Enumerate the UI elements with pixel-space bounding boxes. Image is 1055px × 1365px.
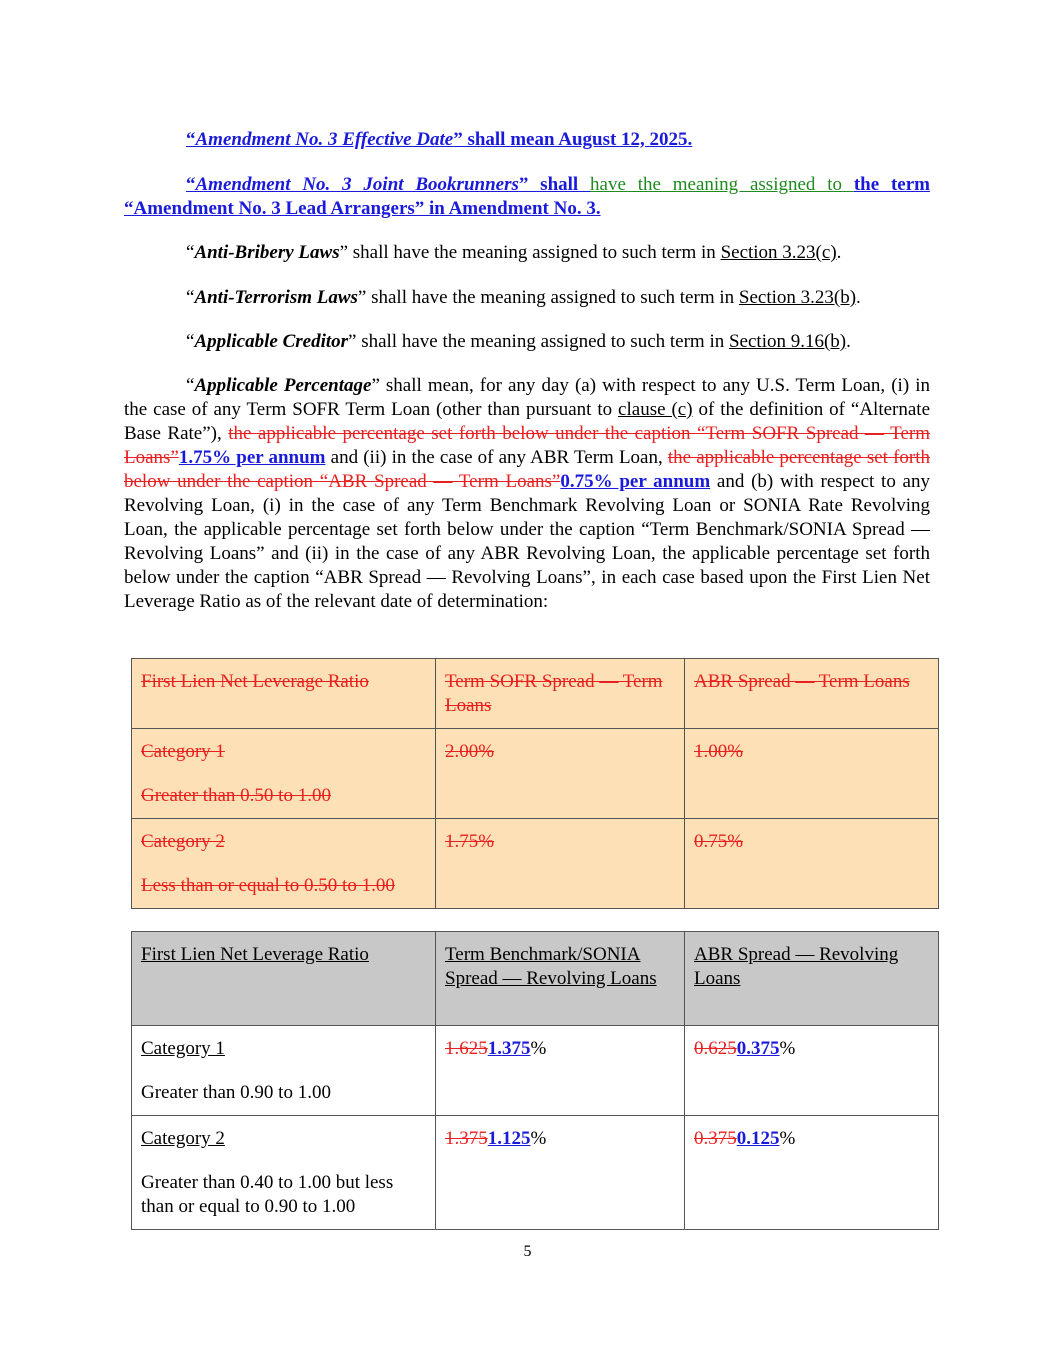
category-description: Less than or equal to 0.50 to 1.00 <box>141 875 395 896</box>
deleted-text: the applicable percentage set forth below under the caption “ABR Spread — Term Loans” <box>124 447 931 492</box>
new-spread-value: 0.375 <box>736 1038 780 1059</box>
definition-applicable-percentage: “Applicable Percentage” shall mean, for any day (a) with respect to any U.S. Term Loan, (i) in the case of any Term SOFR Term Loan (other than pursuant to clause (c) of the definition of “Alternate Base Rate”), the applicable percentage set forth below under the caption “Term SOFR Spread — Term Loans”1.75% per annum and (ii) in the case of any ABR Term Loan, the applicable percentage set forth below under the caption “ABR Spread — Term Loans”0.75% per annum and (b) with respect to any Revolving Loan, (i) in the case of any Term Benchmark Revolving Loan or SONIA Rate Revolving Loan, the applicable percentage set forth below under the caption “Term Benchmark/SONIA Spread — Revolving Loans” and (ii) in the case of any ABR Revolving Loan, the applicable percentage set forth below under the caption “ABR Spread — Revolving Loans”, in each case based upon the First Lien Net Leverage Ratio as of the relevant date of determination: <box>124 375 931 612</box>
category-label: Category 2 <box>141 1128 225 1149</box>
old-spread-value: 1.625 <box>445 1038 488 1059</box>
category-description: Greater than 0.50 to 1.00 <box>141 785 331 806</box>
term-loan-spread-table <box>131 658 939 909</box>
page-number: 5 <box>523 1243 532 1260</box>
section-reference: Section 9.16(b) <box>728 331 847 352</box>
column-header: First Lien Net Leverage Ratio <box>141 944 369 965</box>
section-reference: Section 3.23(b) <box>738 287 857 308</box>
defined-term: Anti-Terrorism Laws <box>194 287 358 308</box>
section-reference: Section 3.23(c) <box>720 242 837 263</box>
column-header: ABR Spread — Term Loans <box>694 671 910 692</box>
column-header: ABR Spread — Revolving Loans <box>694 944 899 989</box>
column-header: Term SOFR Spread — Term Loans <box>445 671 663 716</box>
defined-term: Anti-Bribery Laws <box>194 242 340 263</box>
spread-value: 2.00% <box>445 741 495 762</box>
old-spread-value: 0.625 <box>694 1038 737 1059</box>
spread-value: 1.75% <box>445 831 495 852</box>
definition-joint-bookrunners: “Amendment No. 3 Joint Bookrunners” shall have the meaning assigned to the term “Amendment No. 3 Lead Arrangers” in Amendment No. 3. <box>124 174 930 219</box>
new-spread-value: 1.125 <box>487 1128 531 1149</box>
definition-applicable-creditor: “Applicable Creditor” shall have the meaning assigned to such term in Section 9.16(b). <box>186 331 851 352</box>
spread-value: 1.00% <box>694 741 744 762</box>
new-spread-value: 0.125 <box>736 1128 780 1149</box>
defined-term: Applicable Creditor <box>194 331 349 352</box>
column-header: Term Benchmark/SONIA Spread — Revolving Loans <box>445 944 657 989</box>
inserted-text: 1.75% per annum <box>178 447 326 468</box>
spread-value: 0.75% <box>694 831 744 852</box>
old-spread-value: 0.375 <box>694 1128 737 1149</box>
table-row <box>132 819 939 909</box>
category-description: Greater than 0.40 to 1.00 but less than or equal to 0.90 to 1.00 <box>141 1172 394 1217</box>
deleted-text: the applicable percentage set forth below under the caption “Term SOFR Spread — Term Loans” <box>124 423 930 468</box>
table-row: Category 2 Greater than 0.40 to 1.00 but less than or equal to 0.90 to 1.00 1.3751.125% 0.3750.125% <box>132 1116 939 1230</box>
clause-reference: clause (c) <box>618 399 693 420</box>
column-header: First Lien Net Leverage Ratio <box>141 671 369 692</box>
table-row: Category 1 Greater than 0.90 to 1.00 1.6251.375% 0.6250.375% <box>132 1026 939 1116</box>
definition-anti-terrorism-laws: “Anti-Terrorism Laws” shall have the meaning assigned to such term in Section 3.23(b). <box>186 287 861 308</box>
category-label: Category 1 <box>141 741 225 762</box>
defined-term: Amendment No. 3 Joint Bookrunners <box>195 174 519 195</box>
table-header-row <box>132 659 939 729</box>
definition-effective-date: “Amendment No. 3 Effective Date” shall mean August 12, 2025. <box>186 129 693 150</box>
definition-anti-bribery-laws: “Anti-Bribery Laws” shall have the meaning assigned to such term in Section 3.23(c). <box>186 242 842 263</box>
category-label: Category 2 <box>141 831 225 852</box>
new-spread-value: 1.375 <box>487 1038 531 1059</box>
revolving-loan-spread-table <box>131 931 939 1230</box>
inserted-text: 0.75% per annum <box>560 471 711 492</box>
table-row <box>132 729 939 819</box>
table-header-row <box>132 932 939 1026</box>
defined-term: Amendment No. 3 Effective Date <box>195 129 454 150</box>
category-label: Category 1 <box>141 1038 225 1059</box>
category-description: Greater than 0.90 to 1.00 <box>141 1082 331 1103</box>
defined-term: Applicable Percentage <box>194 375 372 396</box>
old-spread-value: 1.375 <box>445 1128 488 1149</box>
